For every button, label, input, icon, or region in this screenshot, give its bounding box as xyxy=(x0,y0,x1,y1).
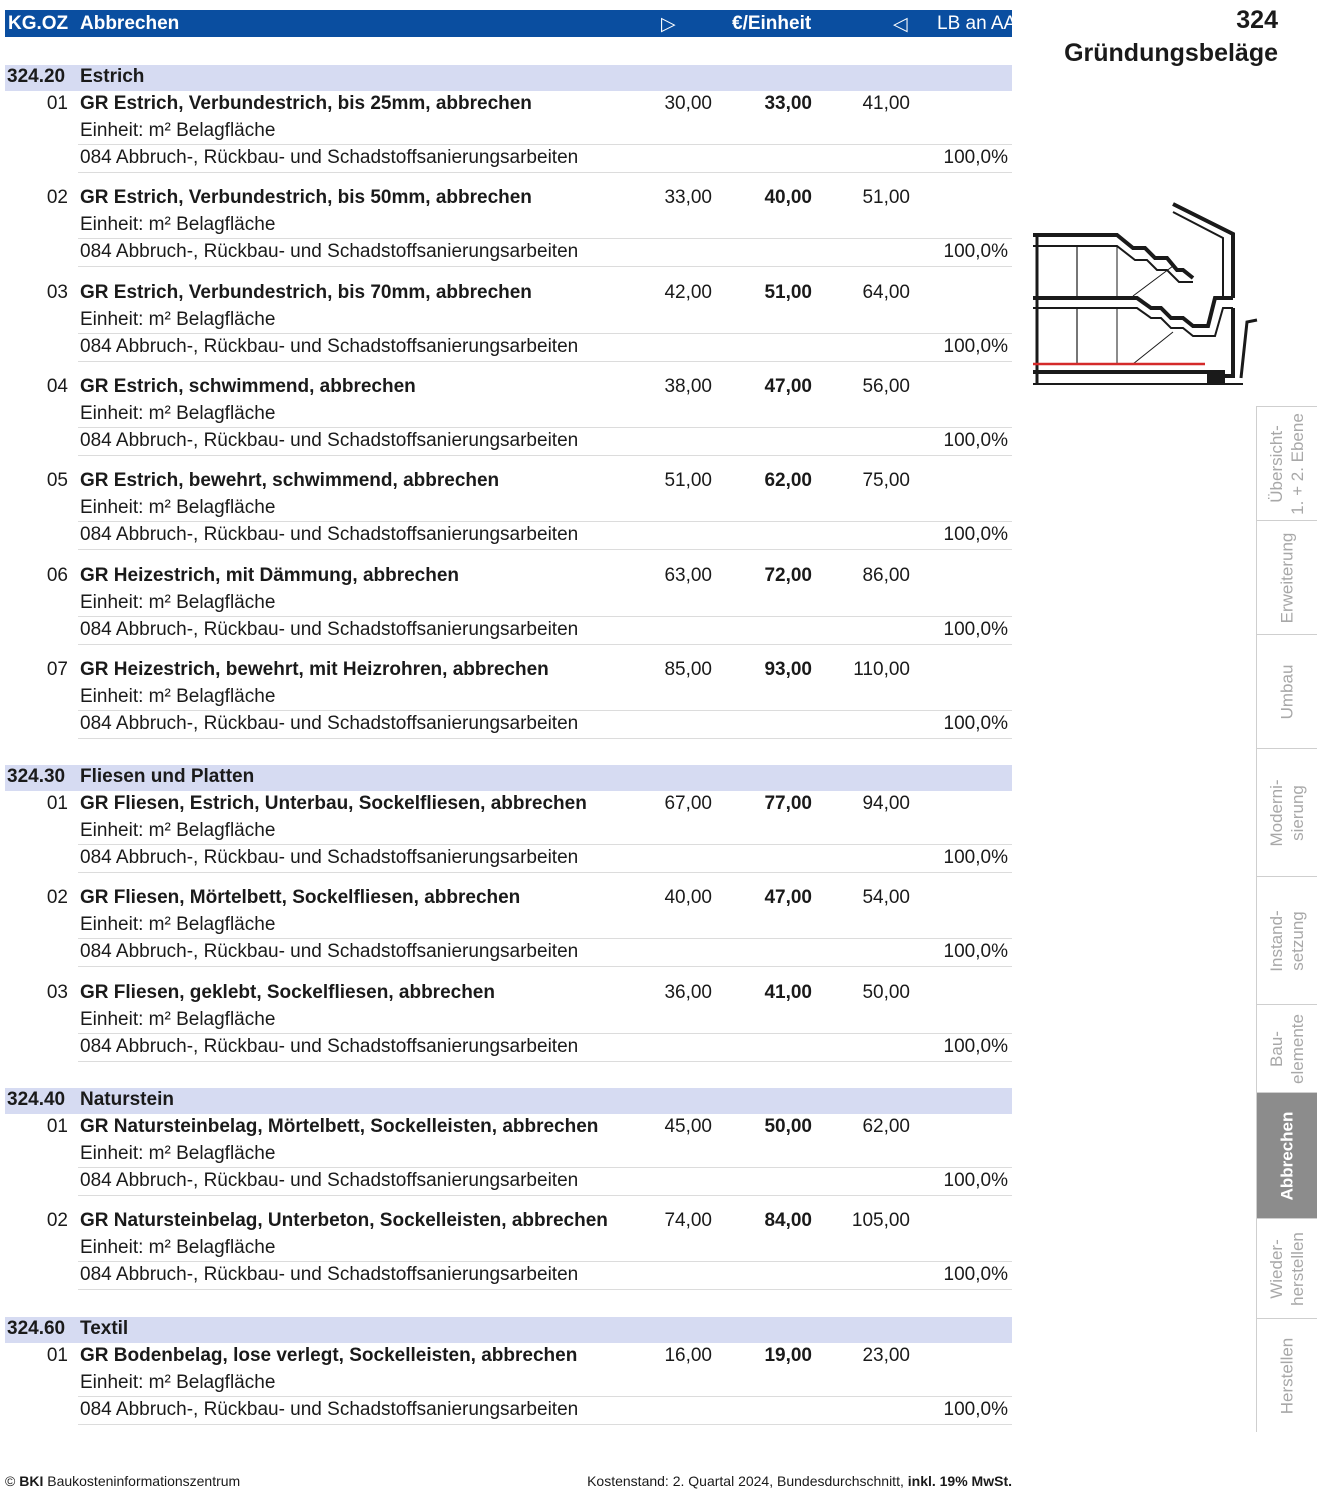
item-unit: Einheit: m² Belagfläche xyxy=(80,120,276,141)
row-divider xyxy=(78,1261,1012,1262)
item-trade: 084 Abbruch-, Rückbau- und Schadstoffsanierungsarbeiten xyxy=(80,430,579,451)
item-unit: Einheit: m² Belagfläche xyxy=(80,1143,276,1164)
price-average: 84,00 xyxy=(764,1210,812,1231)
item-share: 100,0% xyxy=(943,336,1008,357)
price-low: 85,00 xyxy=(664,659,712,680)
price-item xyxy=(0,282,1012,372)
item-share: 100,0% xyxy=(943,941,1008,962)
price-low: 45,00 xyxy=(664,1116,712,1137)
item-title: GR Estrich, bewehrt, schwimmend, abbrechen xyxy=(80,470,500,491)
nav-tab-label-line: setzung xyxy=(1288,910,1307,971)
row-divider xyxy=(78,521,1012,522)
price-high: 41,00 xyxy=(862,93,910,114)
footer-stand: Kostenstand: 2. Quartal 2024, Bundesdurchschnitt, xyxy=(587,1473,908,1489)
item-number: 04 xyxy=(46,376,68,397)
section-name: Estrich xyxy=(80,66,145,87)
item-title: GR Estrich, Verbundestrich, bis 70mm, abbrechen xyxy=(80,282,532,303)
price-item xyxy=(0,565,1012,655)
page-title: Gründungsbeläge xyxy=(1064,39,1278,67)
item-title: GR Fliesen, geklebt, Sockelfliesen, abbrechen xyxy=(80,982,495,1003)
price-average: 77,00 xyxy=(764,793,812,814)
price-item xyxy=(0,1116,1012,1206)
price-low: 42,00 xyxy=(664,282,712,303)
item-number: 05 xyxy=(46,470,68,491)
price-low: 38,00 xyxy=(664,376,712,397)
price-item xyxy=(0,1345,1012,1435)
price-item xyxy=(0,187,1012,277)
item-number: 02 xyxy=(46,1210,68,1231)
nav-tab[interactable] xyxy=(1256,1004,1317,1092)
row-divider xyxy=(78,710,1012,711)
nav-tab-label-line: Übersicht- xyxy=(1267,424,1286,503)
item-share: 100,0% xyxy=(943,524,1008,545)
footer-copyright: © xyxy=(5,1473,16,1489)
price-average: 33,00 xyxy=(764,93,812,114)
item-unit: Einheit: m² Belagfläche xyxy=(80,1372,276,1393)
header-low-marker: ▷ xyxy=(661,14,676,35)
price-low: 67,00 xyxy=(664,793,712,814)
item-share: 100,0% xyxy=(943,847,1008,868)
price-item xyxy=(0,982,1012,1072)
page-number-title: 324 xyxy=(1236,6,1278,34)
row-divider xyxy=(78,427,1012,428)
row-divider xyxy=(78,172,1012,173)
item-trade: 084 Abbruch-, Rückbau- und Schadstoffsanierungsarbeiten xyxy=(80,524,579,545)
row-divider xyxy=(78,966,1012,967)
nav-tab-label-line: Umbau xyxy=(1277,664,1297,719)
header-lb: LB an AA xyxy=(937,13,1017,34)
nav-tab[interactable] xyxy=(1256,1318,1317,1432)
nav-tab-label-line: Moderni- xyxy=(1267,778,1286,847)
footer-brand: BKI xyxy=(19,1473,44,1489)
price-average: 40,00 xyxy=(764,187,812,208)
item-number: 01 xyxy=(46,1116,68,1137)
section-code: 324.40 xyxy=(7,1089,66,1110)
price-item xyxy=(0,1210,1012,1300)
price-average: 47,00 xyxy=(764,376,812,397)
nav-tab-label-line: 1. + 2. Ebene xyxy=(1288,412,1307,515)
section-header xyxy=(5,765,1012,791)
section-name: Naturstein xyxy=(80,1089,174,1110)
price-item xyxy=(0,887,1012,977)
row-divider xyxy=(78,738,1012,739)
price-low: 40,00 xyxy=(664,887,712,908)
row-divider xyxy=(78,333,1012,334)
item-unit: Einheit: m² Belagfläche xyxy=(80,914,276,935)
item-unit: Einheit: m² Belagfläche xyxy=(80,497,276,518)
section-code: 324.20 xyxy=(7,66,66,87)
section-code: 324.60 xyxy=(7,1318,66,1339)
item-number: 03 xyxy=(46,982,68,1003)
price-average: 62,00 xyxy=(764,470,812,491)
nav-tab-label-line: Abbrechen xyxy=(1277,1111,1297,1200)
item-number: 01 xyxy=(46,93,68,114)
section-header xyxy=(5,1317,1012,1343)
item-trade: 084 Abbruch-, Rückbau- und Schadstoffsanierungsarbeiten xyxy=(80,336,579,357)
price-high: 105,00 xyxy=(851,1210,910,1231)
row-divider xyxy=(78,1195,1012,1196)
item-trade: 084 Abbruch-, Rückbau- und Schadstoffsanierungsarbeiten xyxy=(80,1170,579,1191)
item-share: 100,0% xyxy=(943,1170,1008,1191)
item-number: 02 xyxy=(46,887,68,908)
row-divider xyxy=(78,266,1012,267)
price-average: 50,00 xyxy=(764,1116,812,1137)
item-trade: 084 Abbruch-, Rückbau- und Schadstoffsanierungsarbeiten xyxy=(80,1399,579,1420)
row-divider xyxy=(78,1289,1012,1290)
nav-tab-label xyxy=(1266,1232,1308,1306)
item-number: 01 xyxy=(46,793,68,814)
item-unit: Einheit: m² Belagfläche xyxy=(80,1009,276,1030)
header-high-marker: ◁ xyxy=(893,14,908,35)
nav-tab[interactable] xyxy=(1256,1092,1317,1218)
nav-tab-label xyxy=(1266,910,1308,971)
header-unit: €/Einheit xyxy=(732,13,812,34)
nav-tab-label xyxy=(1277,1111,1298,1200)
header-kg: KG.OZ xyxy=(8,13,69,34)
section-header xyxy=(5,1088,1012,1114)
item-share: 100,0% xyxy=(943,1264,1008,1285)
nav-tab-label-line: herstellen xyxy=(1288,1231,1307,1306)
price-high: 23,00 xyxy=(862,1345,910,1366)
price-average: 41,00 xyxy=(764,982,812,1003)
footer-cost-status xyxy=(587,1473,1012,1489)
row-divider xyxy=(78,361,1012,362)
price-low: 16,00 xyxy=(664,1345,712,1366)
row-divider xyxy=(78,144,1012,145)
price-high: 51,00 xyxy=(862,187,910,208)
item-share: 100,0% xyxy=(943,241,1008,262)
nav-tab-label xyxy=(1277,664,1298,719)
item-share: 100,0% xyxy=(943,619,1008,640)
item-share: 100,0% xyxy=(943,1036,1008,1057)
price-high: 64,00 xyxy=(862,282,910,303)
building-section-illustration xyxy=(1033,198,1263,393)
item-trade: 084 Abbruch-, Rückbau- und Schadstoffsanierungsarbeiten xyxy=(80,241,579,262)
nav-tab-label-line: Bau- xyxy=(1267,1030,1286,1067)
price-average: 93,00 xyxy=(764,659,812,680)
nav-tab[interactable] xyxy=(1256,634,1317,748)
item-title: GR Fliesen, Mörtelbett, Sockelfliesen, abbrechen xyxy=(80,887,521,908)
price-average: 51,00 xyxy=(764,282,812,303)
item-share: 100,0% xyxy=(943,147,1008,168)
item-unit: Einheit: m² Belagfläche xyxy=(80,820,276,841)
price-low: 36,00 xyxy=(664,982,712,1003)
row-divider xyxy=(78,1033,1012,1034)
nav-tab-label xyxy=(1277,1337,1298,1414)
item-number: 01 xyxy=(46,1345,68,1366)
nav-tab[interactable] xyxy=(1256,406,1317,520)
price-high: 94,00 xyxy=(862,793,910,814)
price-high: 50,00 xyxy=(862,982,910,1003)
row-divider xyxy=(78,1167,1012,1168)
row-divider xyxy=(78,844,1012,845)
nav-tab-label-line: Wieder- xyxy=(1267,1238,1286,1299)
price-low: 63,00 xyxy=(664,565,712,586)
side-navigation-tabs xyxy=(1256,406,1317,1432)
item-trade: 084 Abbruch-, Rückbau- und Schadstoffsanierungsarbeiten xyxy=(80,713,579,734)
nav-tab-label xyxy=(1266,413,1308,515)
item-trade: 084 Abbruch-, Rückbau- und Schadstoffsanierungsarbeiten xyxy=(80,941,579,962)
price-average: 19,00 xyxy=(764,1345,812,1366)
item-unit: Einheit: m² Belagfläche xyxy=(80,1237,276,1258)
row-divider xyxy=(78,644,1012,645)
item-unit: Einheit: m² Belagfläche xyxy=(80,403,276,424)
nav-tab-label-line: Instand- xyxy=(1267,909,1286,972)
nav-tab-label-line: elemente xyxy=(1288,1013,1307,1084)
price-high: 75,00 xyxy=(862,470,910,491)
item-share: 100,0% xyxy=(943,713,1008,734)
row-divider xyxy=(78,549,1012,550)
item-title: GR Bodenbelag, lose verlegt, Sockelleisten, abbrechen xyxy=(80,1345,578,1366)
item-title: GR Estrich, schwimmend, abbrechen xyxy=(80,376,416,397)
price-average: 72,00 xyxy=(764,565,812,586)
item-title: GR Natursteinbelag, Mörtelbett, Sockelleisten, abbrechen xyxy=(80,1116,599,1137)
footer-publisher xyxy=(5,1473,240,1489)
item-unit: Einheit: m² Belagfläche xyxy=(80,214,276,235)
section-code: 324.30 xyxy=(7,766,66,787)
table-header-bar xyxy=(5,10,1017,37)
row-divider xyxy=(78,1061,1012,1062)
price-high: 86,00 xyxy=(862,565,910,586)
footer-vat: inkl. 19% MwSt. xyxy=(907,1473,1012,1489)
price-item xyxy=(0,659,1012,749)
item-number: 03 xyxy=(46,282,68,303)
item-title: GR Estrich, Verbundestrich, bis 50mm, abbrechen xyxy=(80,187,532,208)
item-trade: 084 Abbruch-, Rückbau- und Schadstoffsanierungsarbeiten xyxy=(80,1264,579,1285)
item-title: GR Estrich, Verbundestrich, bis 25mm, abbrechen xyxy=(80,93,532,114)
nav-tab-label xyxy=(1266,1014,1308,1084)
row-divider xyxy=(78,1396,1012,1397)
row-divider xyxy=(78,455,1012,456)
price-low: 30,00 xyxy=(664,93,712,114)
price-high: 62,00 xyxy=(862,1116,910,1137)
item-share: 100,0% xyxy=(943,1399,1008,1420)
row-divider xyxy=(78,938,1012,939)
item-trade: 084 Abbruch-, Rückbau- und Schadstoffsanierungsarbeiten xyxy=(80,147,579,168)
price-low: 51,00 xyxy=(664,470,712,491)
nav-tab[interactable] xyxy=(1256,748,1317,876)
price-high: 54,00 xyxy=(862,887,910,908)
item-title: GR Heizestrich, mit Dämmung, abbrechen xyxy=(80,565,460,586)
item-title: GR Natursteinbelag, Unterbeton, Sockelleisten, abbrechen xyxy=(80,1210,608,1231)
item-title: GR Fliesen, Estrich, Unterbau, Sockelfliesen, abbrechen xyxy=(80,793,587,814)
item-unit: Einheit: m² Belagfläche xyxy=(80,592,276,613)
nav-tab[interactable] xyxy=(1256,876,1317,1004)
row-divider xyxy=(78,1424,1012,1425)
nav-tab-label xyxy=(1277,532,1298,623)
nav-tab-label xyxy=(1266,779,1308,846)
row-divider xyxy=(78,872,1012,873)
nav-tab-label-line: sierung xyxy=(1288,784,1307,841)
section-name: Textil xyxy=(80,1318,129,1339)
price-high: 56,00 xyxy=(862,376,910,397)
header-title: Abbrechen xyxy=(80,13,180,34)
price-average: 47,00 xyxy=(764,887,812,908)
price-item xyxy=(0,793,1012,883)
nav-tab-label-line: Herstellen xyxy=(1277,1337,1297,1414)
price-item xyxy=(0,93,1012,183)
price-item xyxy=(0,376,1012,466)
item-trade: 084 Abbruch-, Rückbau- und Schadstoffsanierungsarbeiten xyxy=(80,619,579,640)
nav-tab[interactable] xyxy=(1256,1218,1317,1318)
item-number: 02 xyxy=(46,187,68,208)
item-trade: 084 Abbruch-, Rückbau- und Schadstoffsanierungsarbeiten xyxy=(80,847,579,868)
price-low: 33,00 xyxy=(664,187,712,208)
item-trade: 084 Abbruch-, Rückbau- und Schadstoffsanierungsarbeiten xyxy=(80,1036,579,1057)
section-header xyxy=(5,65,1012,91)
price-low: 74,00 xyxy=(664,1210,712,1231)
item-unit: Einheit: m² Belagfläche xyxy=(80,309,276,330)
section-name: Fliesen und Platten xyxy=(80,766,255,787)
price-item xyxy=(0,470,1012,560)
nav-tab-label-line: Erweiterung xyxy=(1277,532,1297,623)
footer-org: Baukosteninformationszentrum xyxy=(47,1473,241,1489)
row-divider xyxy=(78,238,1012,239)
item-title: GR Heizestrich, bewehrt, mit Heizrohren, abbrechen xyxy=(80,659,549,680)
item-share: 100,0% xyxy=(943,430,1008,451)
item-number: 07 xyxy=(46,659,68,680)
item-number: 06 xyxy=(46,565,68,586)
price-high: 110,00 xyxy=(853,659,910,680)
row-divider xyxy=(78,616,1012,617)
item-unit: Einheit: m² Belagfläche xyxy=(80,686,276,707)
nav-tab[interactable] xyxy=(1256,520,1317,634)
